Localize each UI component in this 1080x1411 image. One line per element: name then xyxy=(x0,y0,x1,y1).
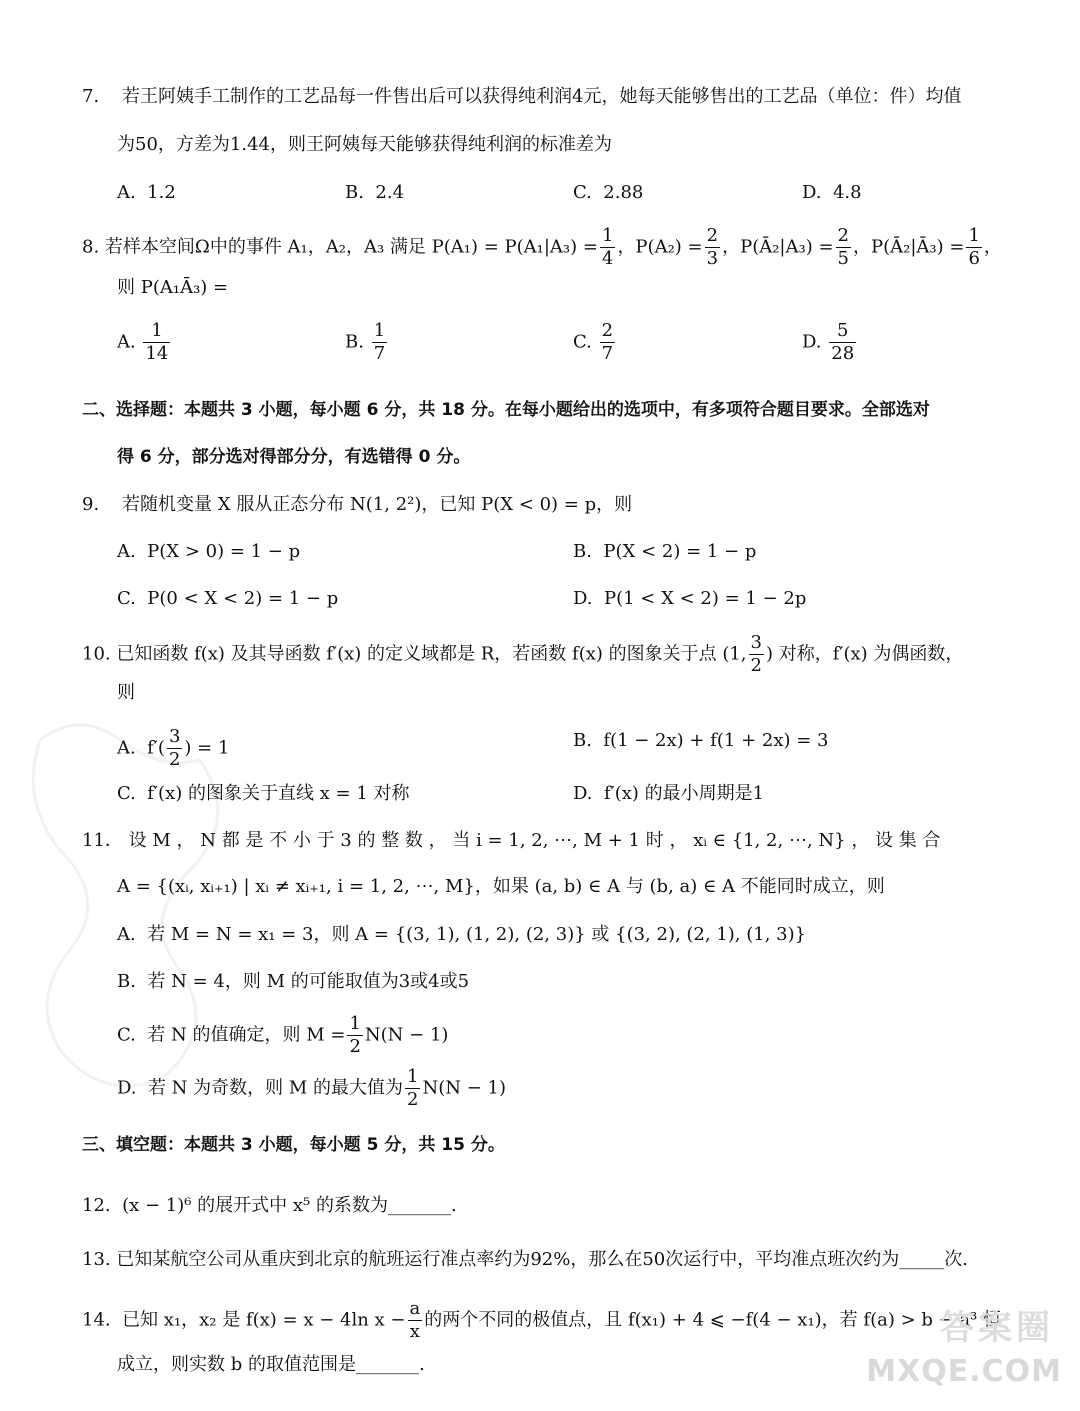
q8-option-a: A. $\frac{1}{14}$ xyxy=(117,320,169,364)
q7-option-c: C. 2.88 xyxy=(573,182,644,203)
q9-option-d: D. P(1 < X < 2) = 1 − 2p xyxy=(573,588,807,609)
q10-option-d: D. f′(x) 的最小周期是1 xyxy=(573,783,765,804)
q11-option-a: A. 若 M = N = x₁ = 3，则 A = {(3, 1), (1, 2), (2, 3)} 或 {(3, 2), (2, 1), (1, 3)} xyxy=(117,924,807,945)
section3-heading: 三、填空题：本题共 3 小题，每小题 5 分，共 15 分。 xyxy=(82,1135,505,1155)
q10-stem-line1: 10. 已知函数 f(x) 及其导函数 f′(x) 的定义域都是 R，若函数 f(x) 的图象关于点 (1, $\frac{3}{2}$ ) 对称，f′(x) 为偶函数， xyxy=(82,632,964,676)
q11-stem-line1: 11． 设 M ， N 都 是 不 小 于 3 的 整 数 ， 当 i = 1, 2, ⋯, M + 1 时 ， xᵢ ∈ {1, 2, ⋯, N} ， 设 集 合 xyxy=(82,830,941,851)
q11-stem-line2: A = {(xᵢ, xᵢ₊₁) | xᵢ ≠ xᵢ₊₁, i = 1, 2, ⋯, M}，如果 (a, b) ∈ A 与 (b, a) ∈ A 不能同时成立，则 xyxy=(117,876,885,897)
section2-heading-line1: 二、选择题：本题共 3 小题，每小题 6 分，共 18 分。在每小题给出的选项中，有多项符合题目要求。全部选对 xyxy=(82,400,930,420)
q7-option-a: A. 1.2 xyxy=(117,182,176,203)
q7-option-b: B. 2.4 xyxy=(345,182,405,203)
q8-option-d: D. $\frac{5}{28}$ xyxy=(802,320,855,364)
q10-option-b: B. f(1 − 2x) + f(1 + 2x) = 3 xyxy=(573,730,829,751)
fraction: $\frac{2}{5}$ xyxy=(837,225,849,269)
q9-option-a: A. P(X > 0) = 1 − p xyxy=(117,541,301,562)
q10-option-c: C. f′(x) 的图象关于直线 x = 1 对称 xyxy=(117,783,410,804)
q7-stem-line2: 为50，方差为1.44，则王阿姨每天能够获得纯利润的标准差为 xyxy=(117,134,612,155)
fraction: $\frac{3}{2}$ xyxy=(750,632,762,676)
site-watermark xyxy=(866,1304,1072,1399)
q11-option-d: D. 若 N 为奇数，则 M 的最大值为 $\frac{1}{2}$ N(N − 1) xyxy=(117,1066,507,1110)
q7-option-d: D. 4.8 xyxy=(802,182,862,203)
fraction: $\frac{2}{3}$ xyxy=(706,225,719,269)
q8-stem-line1: 8. 若样本空间Ω中的事件 A₁，A₂，A₃ 满足 P(A₁) = P(A₁|A₃) = $\frac{1}{4}$ ，P(A₂) = $\frac{2}{3}$ ，P(Ā₂|A₃) = $\frac{2}{5}$ ，P(Ā₂|Ā₃) = $\frac{1}{6}$ ， xyxy=(82,225,1002,269)
q12-stem: 12. (x − 1)⁶ 的展开式中 x⁵ 的系数为_______. xyxy=(82,1195,457,1216)
q11-option-c: C. 若 N 的值确定，则 M = $\frac{1}{2}$ N(N − 1) xyxy=(117,1013,449,1057)
q9-option-b: B. P(X < 2) = 1 − p xyxy=(573,541,757,562)
watermark-chinese: 答案圈 xyxy=(940,1308,1054,1348)
q9-option-c: C. P(0 < X < 2) = 1 − p xyxy=(117,588,339,609)
q10-stem-line2: 则 xyxy=(117,682,135,703)
section2-heading-line2: 得 6 分，部分选对得部分分，有选错得 0 分。 xyxy=(117,447,471,467)
fraction: $\frac{1}{6}$ xyxy=(968,225,980,269)
q11-option-b: B. 若 N = 4，则 M 的可能取值为3或4或5 xyxy=(117,971,470,992)
q8-option-b: B. $\frac{1}{7}$ xyxy=(345,320,386,364)
watermark-url: MXQE.COM xyxy=(866,1354,1062,1389)
q13-stem: 13. 已知某航空公司从重庆到北京的航班运行准点率约为92%，那么在50次运行中，平均准点班次约为_____次. xyxy=(82,1249,968,1270)
q7-stem-line1: 7. 若王阿姨手工制作的工艺品每一件售出后可以获得纯利润4元，她每天能够售出的工艺品（单位：件）均值 xyxy=(82,86,962,107)
q14-stem-line1: 14. 已知 x₁，x₂ 是 f(x) = x − 4ln x − $\frac{a}{x}$ 的两个不同的极值点，且 f(x₁) + 4 ⩽ −f(4 − x₁)，若 f(a) > b − a³ 恒 xyxy=(82,1298,1002,1342)
q8-option-c: C. $\frac{2}{7}$ xyxy=(573,320,614,364)
q9-stem: 9. 若随机变量 X 服从正态分布 N(1, 2²)，已知 P(X < 0) = p，则 xyxy=(82,494,633,515)
q10-option-a: A. f′( $\frac{3}{2}$ ) = 1 xyxy=(117,726,230,770)
q14-stem-line2: 成立，则实数 b 的取值范围是_______. xyxy=(117,1354,425,1375)
fraction: $\frac{a}{x}$ xyxy=(409,1298,421,1342)
fraction: $\frac{1}{4}$ xyxy=(601,225,614,269)
q8-stem-line2: 则 P(A₁Ā₃) = xyxy=(117,277,229,298)
